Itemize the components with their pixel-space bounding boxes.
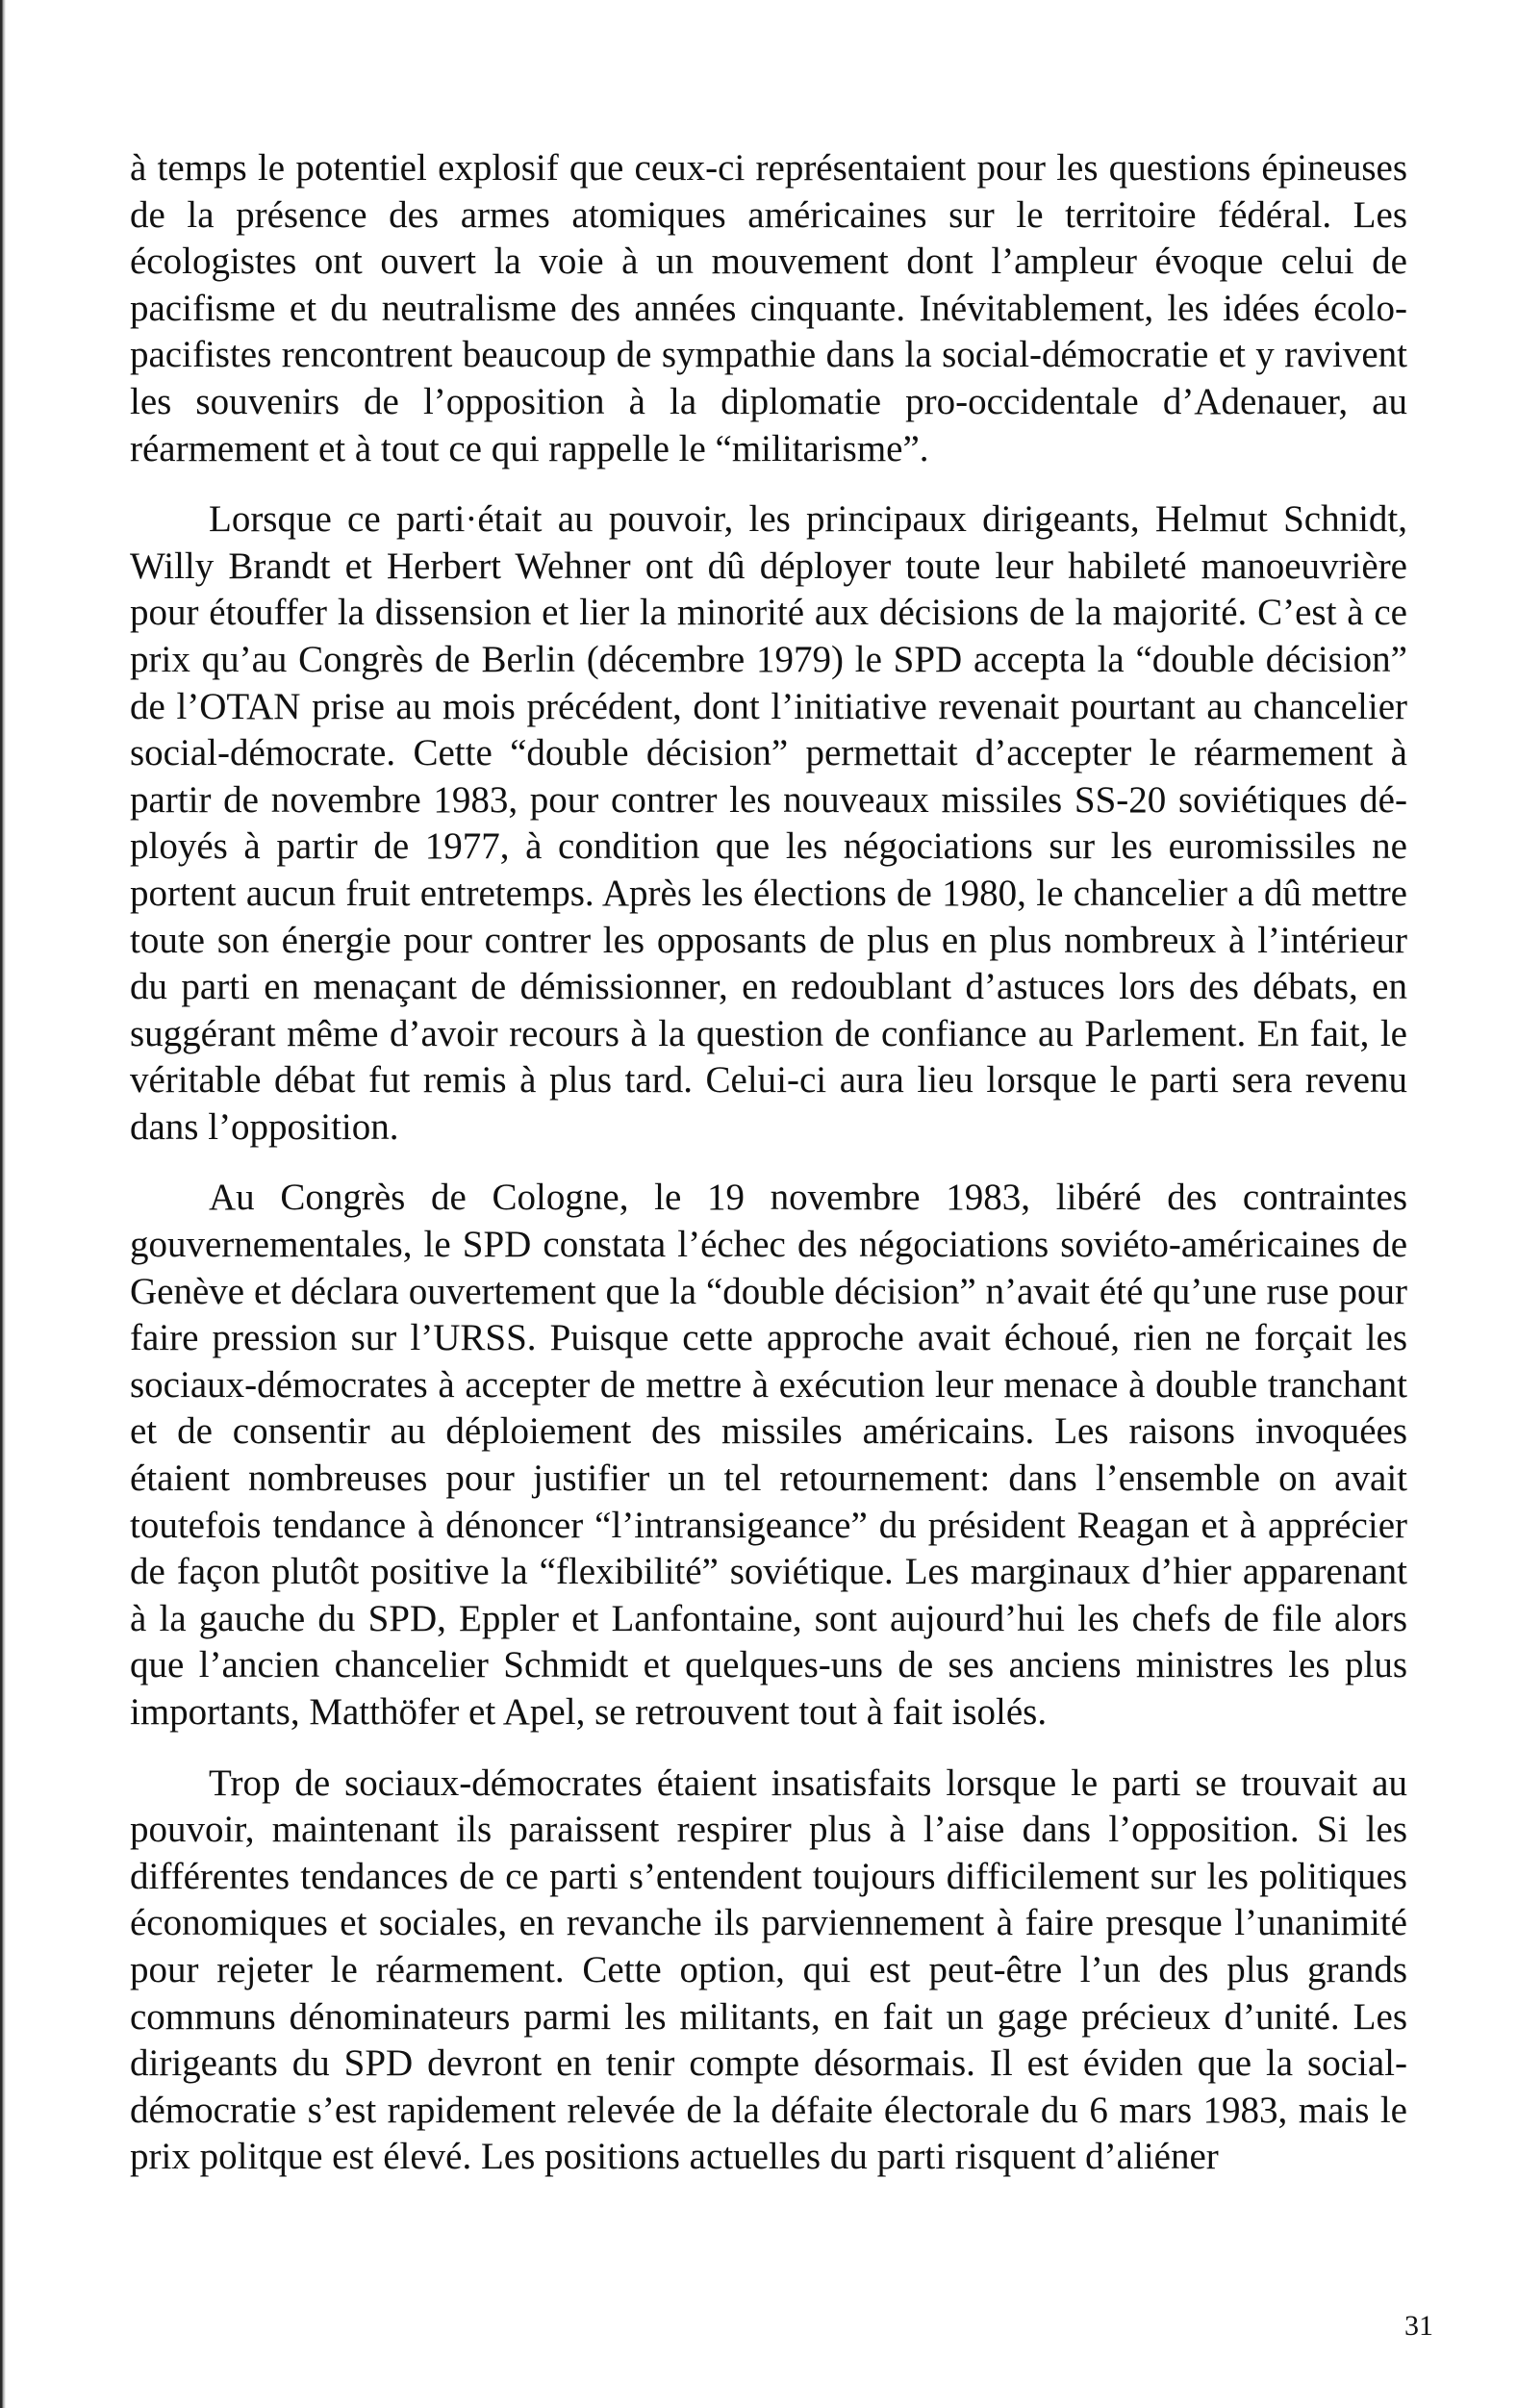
body-text <box>130 145 1407 2181</box>
paragraph-4: Trop de sociaux-démocrates étaient insatisfaits lorsque le parti se trouvait au pouvoir, maintenant ils paraissent respirer plus à l’aise dans l’opposition. Si les différentes tendances de ce parti s’entendent toujours difficilement sur les politiques économiques et sociales, en revanche ils parviennement à faire presque l’unanimité pour rejeter le réarmement. Cette option, qui est peut-être l’un des plus grands communs dénominateurs parmi les militants, en fait un gage précieux d’unité. Les dirigeants du SPD devront en tenir compte désormais. Il est éviden que la social-démocratie s’est rapidement relevée de la défaite électorale du 6 mars 1983, mais le prix politque est élevé. Les positions actuelles du parti risquent d’aliéner <box>130 1762 1407 2178</box>
page-binding-edge <box>0 0 6 2408</box>
paragraph-1: à temps le potentiel explosif que ceux-ci représentaient pour les questions épineuses de la présence des armes atomiques américaines sur le territoire fédéral. Les écologistes ont ouvert la voie à un mouvement dont l’ampleur évoque celui de pacifisme et du neutralisme des années cinquante. Inévitablement, les idées écolo-pacifistes rencontrent beaucoup de sympathie dans la social-démocratie et y ravivent les souvenirs de l’opposition à la diplomatie pro-occidentale d’Adenauer, au réarmement et à tout ce qui rappelle le “militarisme”. <box>130 147 1407 469</box>
paragraph-2: Lorsque ce parti·était au pouvoir, les principaux dirigeants, Helmut Schnidt, Willy Brandt et Herbert Wehner ont dû déployer toute leur habileté manoeuvrière pour étouffer la dissension et lier la minorité aux décisions de la majorité. C’est à ce prix qu’au Congrès de Berlin (décembre 1979) le SPD accepta la “double décision” de l’OTAN prise au mois précédent, dont l’initiative revenait pourtant au chancelier social-démocrate. Cette “double décision” permettait d’accepter le réarmement à partir de novembre 1983, pour contrer les nouveaux missiles SS-20 soviétiques déployés à partir de 1977, à condition que les négociations sur les euromissiles ne portent aucun fruit entretemps. Après les élections de 1980, le chancelier a dû mettre toute son énergie pour contrer les opposants de plus en plus nombreux à l’intérieur du parti en menaçant de démissionner, en redoublant d’astuces lors des débats, en suggérant même d’avoir recours à la question de confiance au Parlement. En fait, le véritable débat fut remis à plus tard. Celui-ci aura lieu lorsque le parti sera revenu dans l’opposition. <box>130 498 1407 1148</box>
page-number: 31 <box>1404 2310 1433 2342</box>
paragraph-3: Au Congrès de Cologne, le 19 novembre 1983, libéré des contraintes gouvernementales, le SPD constata l’échec des négociations soviéto-américaines de Genève et déclara ouvertement que la “double décision” n’avait été qu’une ruse pour faire pression sur l’URSS. Puisque cette approche avait échoué, rien ne forçait les sociaux-démocrates à accepter de mettre à exécution leur menace à double tranchant et de consentir au déploiement des missiles américains. Les raisons invoquées étaient nombreuses pour justifier un tel retournement: dans l’ensemble on avait toutefois tendance à dénoncer “l’intransigeance” du président Reagan et à apprécier de façon plutôt positive la “flexibilité” soviétique. Les marginaux d’hier apparenant à la gauche du SPD, Eppler et Lanfontaine, sont aujourd’hui les chefs de file alors que l’ancien chancelier Schmidt et quelques-uns de ses anciens ministres les plus importants, Matthöfer et Apel, se retrouvent tout à fait isolés. <box>130 1177 1407 1733</box>
